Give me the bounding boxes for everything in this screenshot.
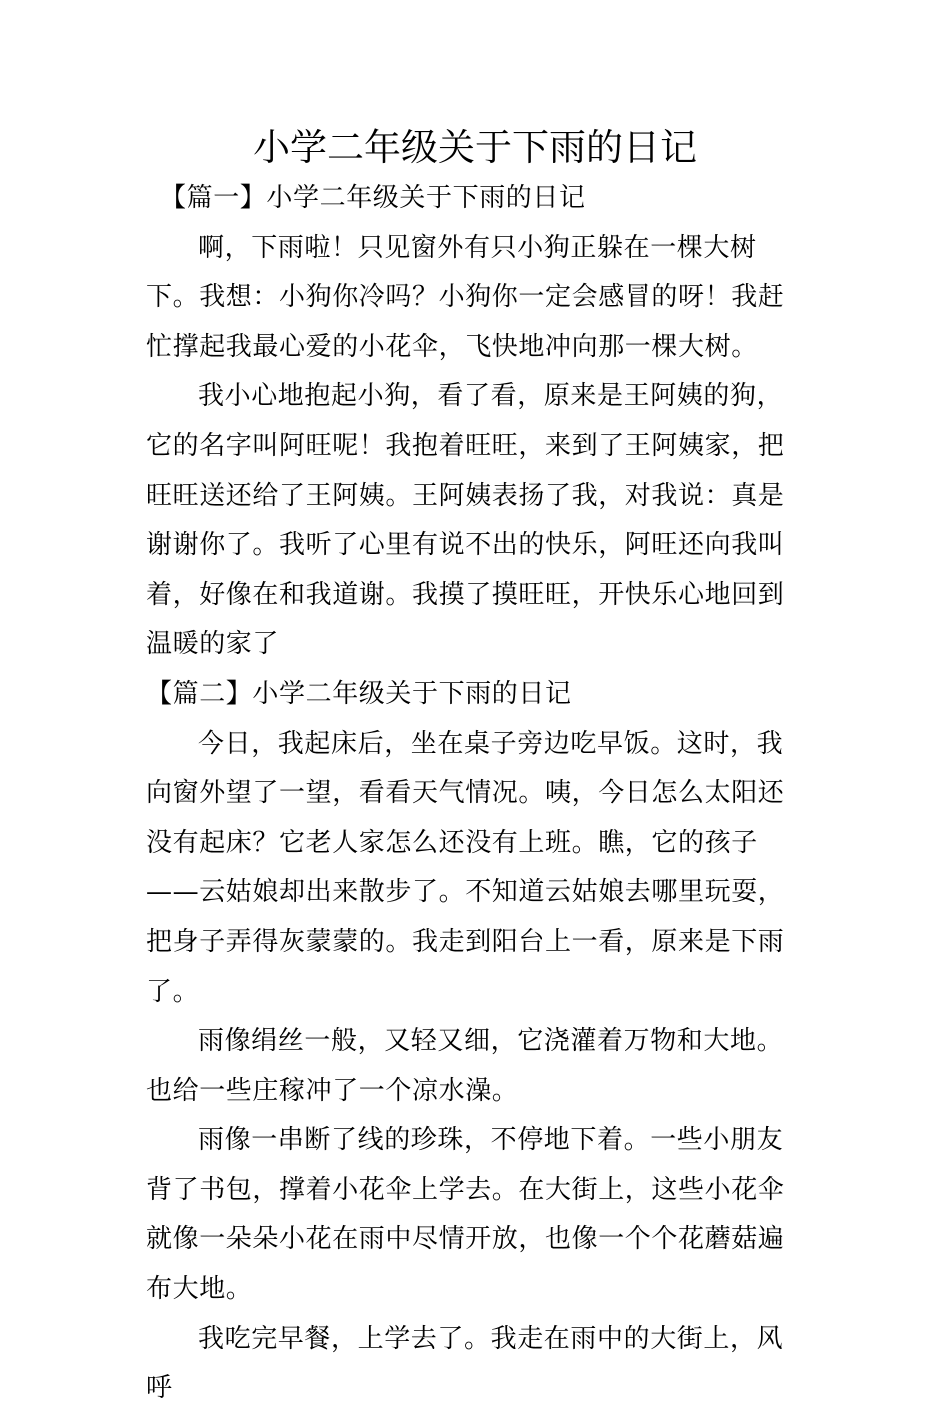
- document-title: 小学二年级关于下雨的日记: [253, 126, 697, 169]
- paragraph: 我吃完早餐，上学去了。我走在雨中的大街上，风呼: [146, 1323, 784, 1404]
- section-heading-2: 【篇二】小学二年级关于下雨的日记: [146, 678, 572, 709]
- document-body: [146, 174, 808, 1414]
- paragraph: 啊，下雨啦！只见窗外有只小狗正躲在一棵大树下。我想：小狗你冷吗？小狗你一定会感冒的呀！我赶忙撑起我最心爱的小花伞，飞快地冲向那一棵大树。: [146, 232, 785, 362]
- section-heading-1: 【篇一】小学二年级关于下雨的日记: [160, 183, 586, 213]
- paragraph: 雨像绢丝一般，又轻又细，它浇灌着万物和大地。也给一些庄稼冲了一个凉水澡。: [146, 1026, 784, 1106]
- paragraph: 我小心地抱起小狗，看了看，原来是王阿姨的狗，它的名字叫阿旺呢！我抱着旺旺，来到了王阿姨家，把旺旺送还给了王阿姨。王阿姨表扬了我，对我说：真是谢谢你了。我听了心里有说不出的快乐，阿旺还向我叫着，好像在和我道谢。我摸了摸旺旺，开快乐心地回到温暖的家了: [146, 381, 785, 660]
- paragraph: 今日，我起床后，坐在桌子旁边吃早饭。这时，我向窗外望了一望，看看天气情况。咦，今日怎么太阳还没有起床？它老人家怎么还没有上班。瞧，它的孩子——云姑娘却出来散步了。不知道云姑娘去哪里玩耍，把身子弄得灰蒙蒙的。我走到阳台上一看，原来是下雨了。: [146, 728, 785, 1007]
- paragraph: 雨像一串断了线的珍珠，不停地下着。一些小朋友背了书包，撑着小花伞上学去。在大街上，这些小花伞就像一朵朵小花在雨中尽情开放，也像一个个花蘑菇遍布大地。: [146, 1125, 785, 1305]
